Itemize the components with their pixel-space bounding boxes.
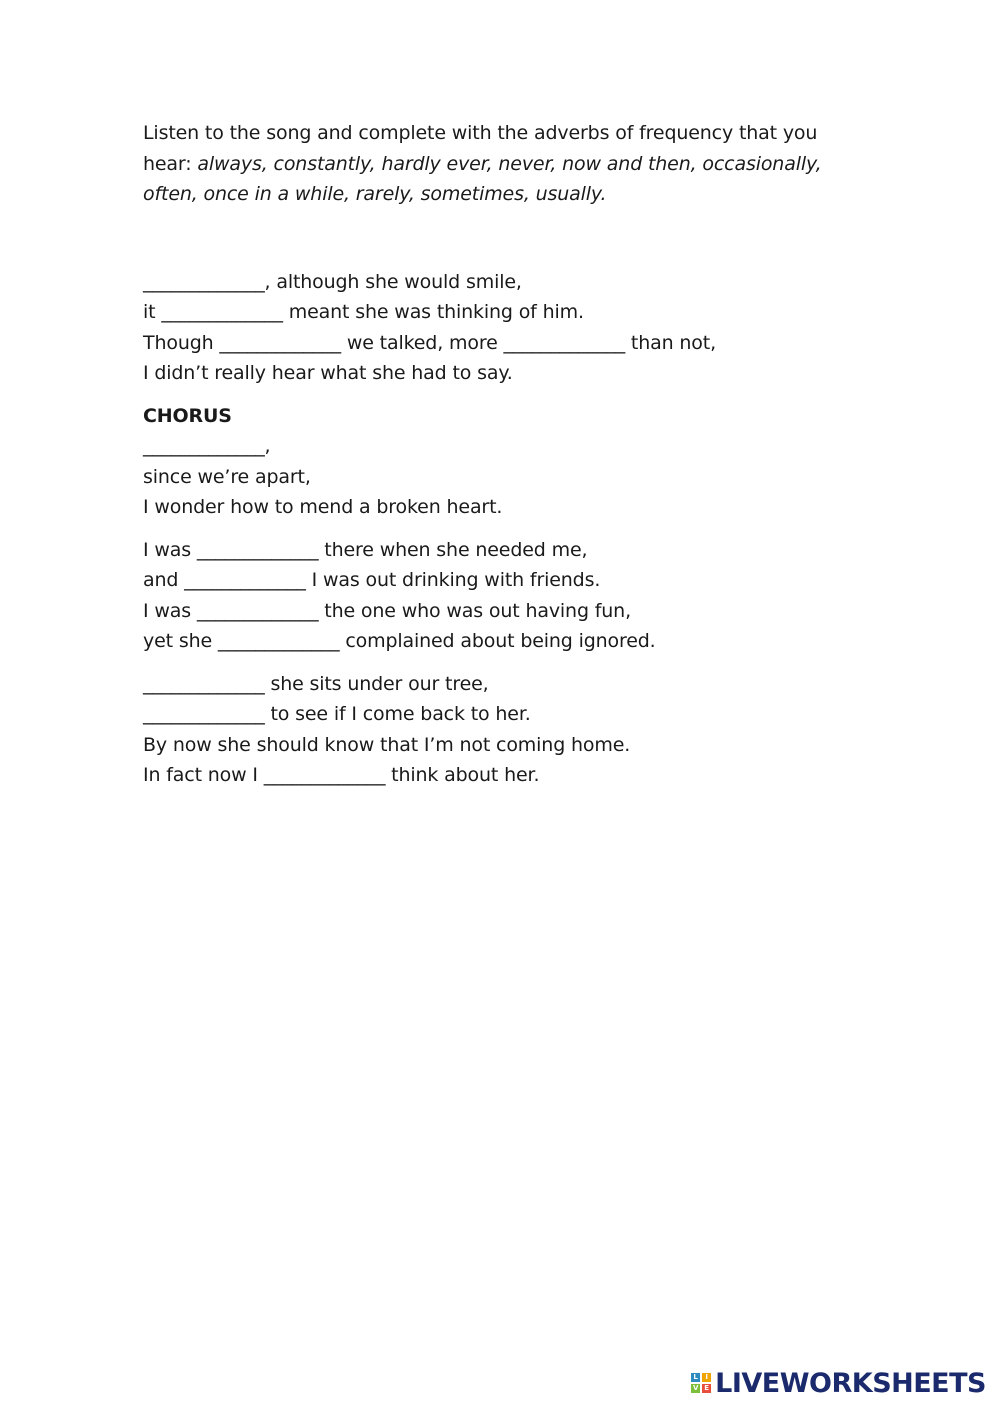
instructions-line-2 xyxy=(143,149,863,180)
logo-tiles-icon xyxy=(691,1373,711,1393)
chorus-line: _____________, xyxy=(143,435,271,457)
chorus-heading: CHORUS xyxy=(143,404,232,427)
verse-1-line: _____________, although she would smile, xyxy=(143,270,522,293)
verse-1-line: Though _____________ we talked, more _____________ than not, xyxy=(143,331,716,354)
verse-3-line: _____________ to see if I come back to her. xyxy=(143,703,531,725)
logo-tile: L xyxy=(691,1373,700,1382)
verse-2-line: and _____________ I was out drinking with friends. xyxy=(143,569,601,591)
adverb-list-part-2: often, once in a while, rarely, sometimes, usually. xyxy=(143,183,607,205)
logo-tile: V xyxy=(692,1384,699,1392)
verse-3-line: _____________ she sits under our tree, xyxy=(143,672,489,695)
chorus-line: I wonder how to mend a broken heart. xyxy=(143,496,503,518)
verse-2 xyxy=(143,535,863,657)
chorus xyxy=(143,431,863,523)
verse-2-line: I was _____________ there when she needed me, xyxy=(143,538,588,561)
verse-3-line: By now she should know that I’m not coming home. xyxy=(143,733,631,756)
instructions-line-2-plain: hear: xyxy=(143,152,198,175)
instructions xyxy=(143,118,863,210)
chorus-line: since we’re apart, xyxy=(143,465,311,488)
verse-2-line: I was _____________ the one who was out having fun, xyxy=(143,599,631,622)
adverb-list-part-1: always, constantly, hardly ever, never, now and then, occasionally, xyxy=(197,152,822,175)
logo-tile: E xyxy=(702,1384,711,1393)
verse-1 xyxy=(143,267,863,389)
instructions-line-1: Listen to the song and complete with the adverbs of frequency that you xyxy=(143,122,818,144)
logo-text: LIVEWORKSHEETS xyxy=(715,1367,986,1399)
verse-1-line: it _____________ meant she was thinking of him. xyxy=(143,301,584,323)
liveworksheets-logo xyxy=(691,1366,986,1400)
verse-1-line: I didn’t really hear what she had to say. xyxy=(143,362,513,384)
logo-tile: I xyxy=(702,1373,711,1382)
verse-2-line: yet she _____________ complained about being ignored. xyxy=(143,630,656,652)
verse-3 xyxy=(143,669,863,791)
verse-3-line: In fact now I _____________ think about her. xyxy=(143,764,540,786)
worksheet-page xyxy=(143,118,863,791)
